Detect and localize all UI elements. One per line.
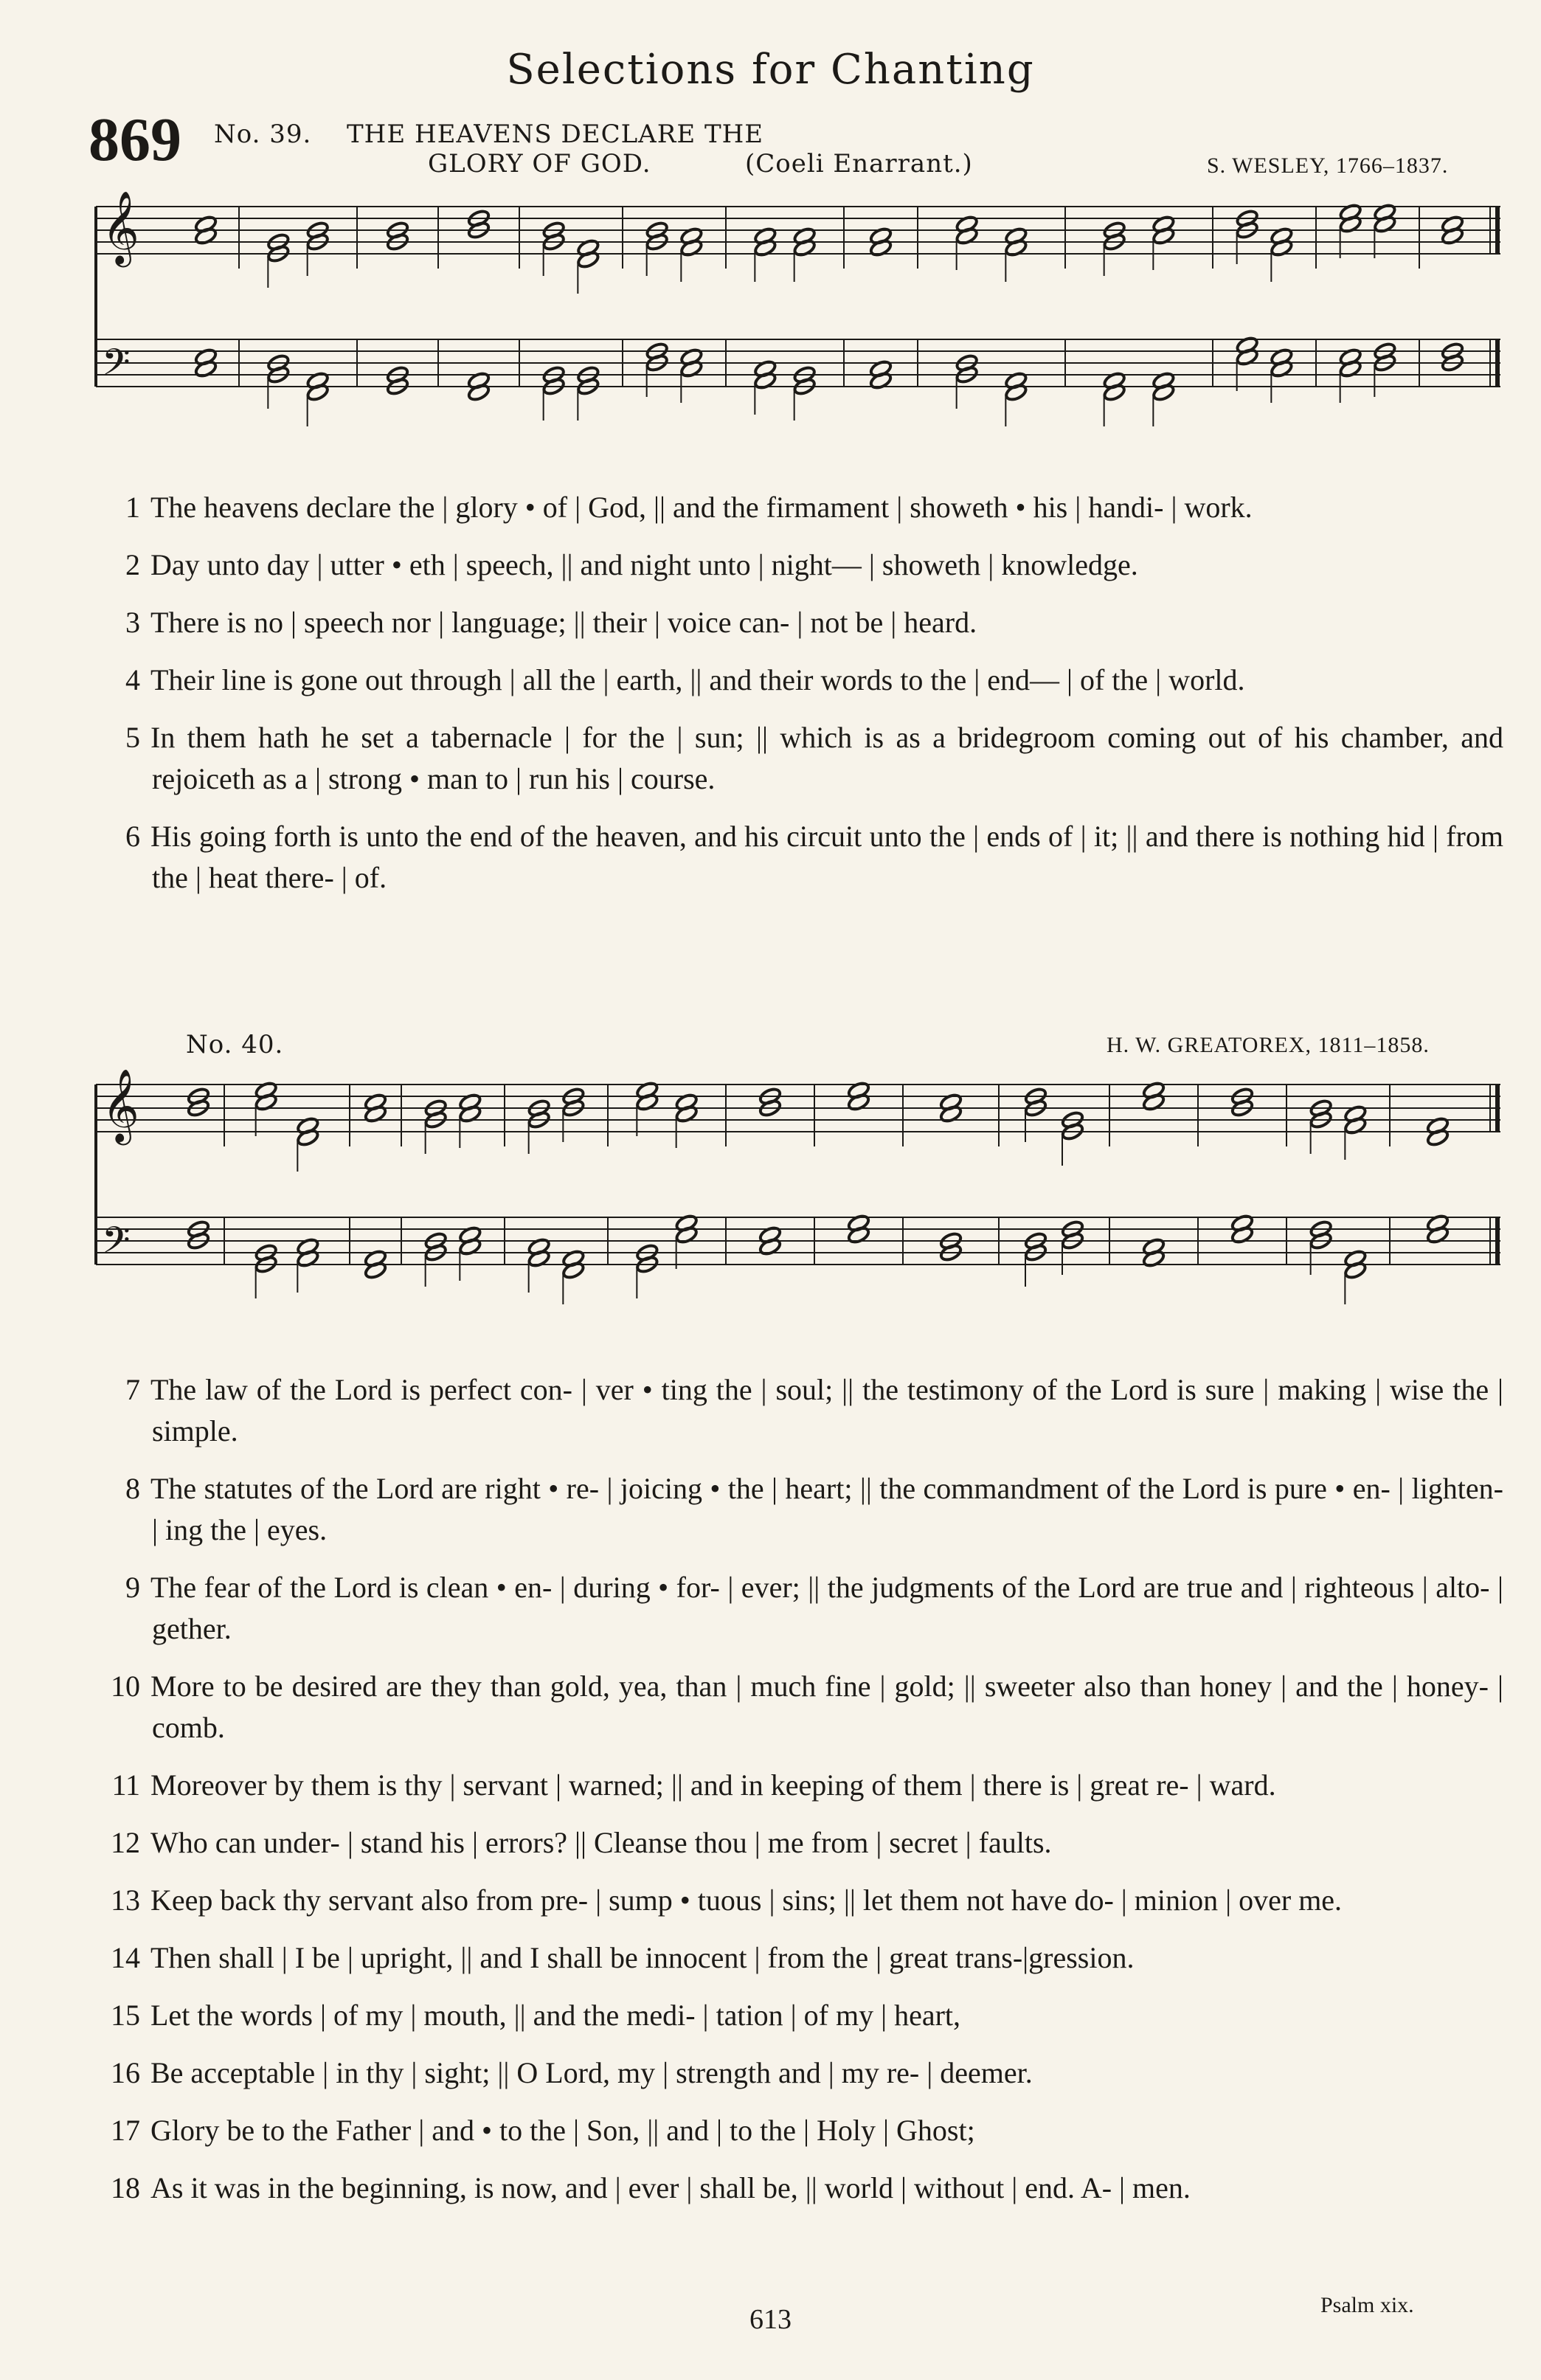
verse: 9 The fear of the Lord is clean • en- | during • for- | ever; || the judgments of the Lord are true and | righteous | alto- | gether. — [125, 1571, 1503, 1645]
verse: 6 His going forth is unto the end of the heaven, and his circuit unto the | ends of | it; || and there is nothing hid | from the | heat there- | of. — [125, 820, 1503, 894]
chant-title-line1: THE HEAVENS DECLARE THE — [347, 120, 764, 149]
bass-clef-icon: 𝄢 — [102, 1219, 131, 1271]
verse: 18 As it was in the beginning, is now, and | ever | shall be, || world | without | end. A- | men. — [111, 2171, 1191, 2204]
verse: 4 Their line is gone out through | all the | earth, || and their words to the | end— | of the | world. — [125, 663, 1245, 696]
treble-clef-icon: 𝄞 — [102, 1068, 139, 1143]
hymn-number: 869 — [89, 105, 181, 174]
verse: 14 Then shall | I be | upright, || and I shall be innocent | from the | great trans-|gression. — [111, 1941, 1135, 1974]
verse: 15 Let the words | of my | mouth, || and the medi- | tation | of my | heart, — [111, 1999, 961, 2032]
treble-clef-icon: 𝄞 — [102, 190, 139, 265]
verse: 11 Moreover by them is thy | servant | warned; || and in keeping of them | there is | great re- | ward. — [111, 1768, 1276, 1802]
verse: 8 The statutes of the Lord are right • re- | joicing • the | heart; || the commandment of the Lord is pure • en- | lighten- | ing the | eyes. — [125, 1472, 1503, 1546]
chant-number-39: No. 39. — [214, 120, 312, 149]
verse: 5 In them hath he set a tabernacle | for the | sun; || which is as a bridegroom coming out of his chamber, and rejoiceth as a | strong • man to | run his | course. — [125, 721, 1503, 795]
composer-greatorex: H. W. GREATOREX, 1811–1858. — [1107, 1033, 1430, 1057]
verse: 7 The law of the Lord is perfect con- | ver • ting the | soul; || the testimony of the Lord is sure | making | wise the | simple. — [125, 1373, 1503, 1447]
bass-clef-icon: 𝄢 — [102, 341, 131, 393]
latin-title: (Coeli Enarrant.) — [745, 149, 973, 179]
page-number: 613 — [749, 2304, 792, 2335]
chant-title-line2: GLORY OF GOD. — [428, 149, 651, 179]
verse: 2 Day unto day | utter • eth | speech, || and night unto | night— | showeth | knowledge. — [125, 548, 1138, 581]
verse: 1 The heavens declare the | glory • of | God, || and the firmament | showeth • his | handi- | work. — [125, 491, 1253, 524]
composer-wesley: S. WESLEY, 1766–1837. — [1207, 153, 1449, 178]
chant-score-40 — [91, 1062, 1508, 1343]
verse: 10 More to be desired are they than gold, yea, than | much fine | gold; || sweeter also than honey | and the | honey- | comb. — [111, 1670, 1503, 1744]
verse: 13 Keep back thy servant also from pre- | sump • tuous | sins; || let them not have do- | minion | over me. — [111, 1883, 1343, 1917]
chant-score-39 — [91, 184, 1508, 465]
psalm-reference: Psalm xix. — [1320, 2293, 1414, 2317]
verse: 12 Who can under- | stand his | errors? || Cleanse thou | me from | secret | faults. — [111, 1826, 1052, 1859]
verses-section-1 — [102, 487, 1503, 915]
page-header: Selections for Chanting — [506, 46, 1035, 94]
chant-number-40: No. 40. — [186, 1030, 284, 1059]
verse: 17 Glory be to the Father | and • to the | Son, || and | to the | Holy | Ghost; — [111, 2114, 975, 2147]
verse: 3 There is no | speech nor | language; || their | voice can- | not be | heard. — [125, 606, 977, 639]
verse: 16 Be acceptable | in thy | sight; || O Lord, my | strength and | my re- | deemer. — [111, 2056, 1033, 2089]
verses-section-2 — [102, 1369, 1503, 2225]
